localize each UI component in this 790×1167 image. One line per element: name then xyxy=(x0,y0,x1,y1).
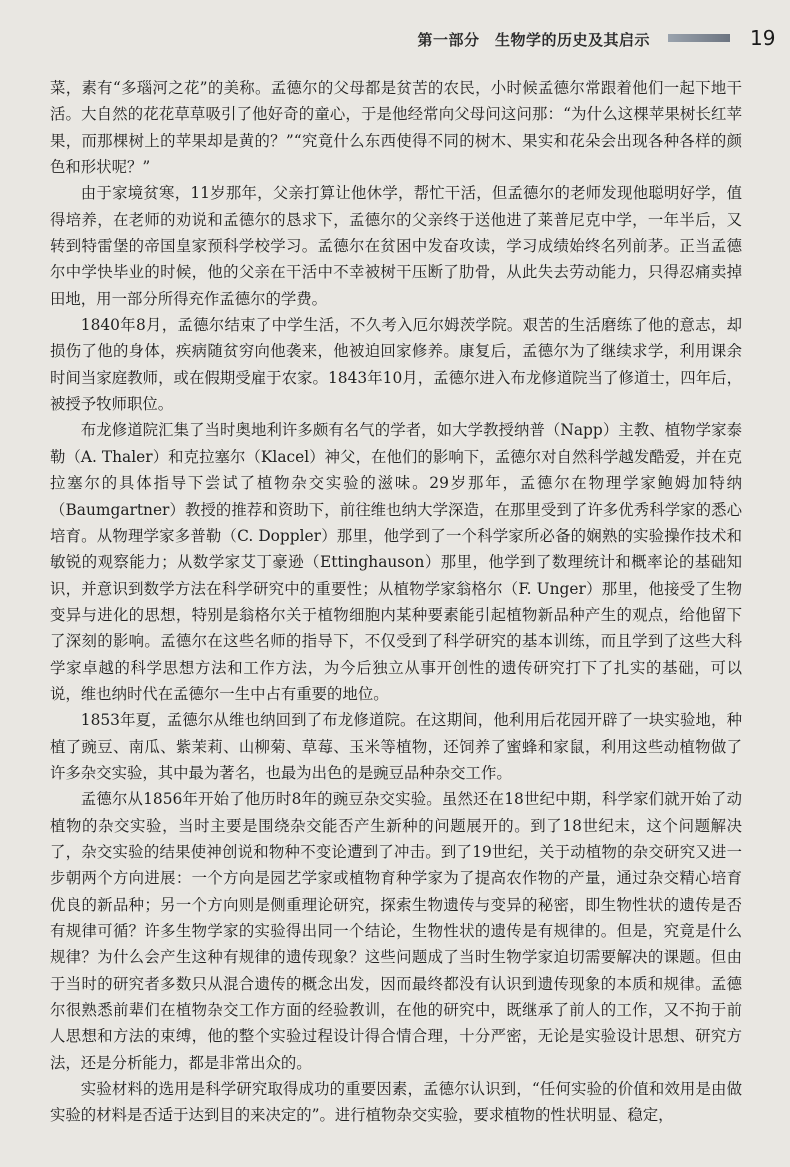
header-decorative-bar xyxy=(668,34,730,42)
section-title: 第一部分 生物学的历史及其启示 xyxy=(417,31,650,49)
body-text xyxy=(50,75,742,1129)
paragraph-4: 布龙修道院汇集了当时奥地利许多颇有名气的学者，如大学教授纳普（Napp）主教、植物学家泰勒（A. Thaler）和克拉塞尔（Klacel）神父，在他们的影响下，孟德尔对自然科学越发酷爱，并在克拉塞尔的具体指导下尝试了植物杂交实验的滋味。29岁那年，孟德尔在物理学家鲍姆加特纳（Baumgartner）教授的推荐和资助下，前往维也纳大学深造，在那里受到了许多优秀科学家的悉心培育。从物理学家多普勒（C. Doppler）那里，他学到了一个科学家所必备的娴熟的实验操作技术和敏锐的观察能力；从数学家艾丁豪逊（Ettinghauson）那里，他学到了数理统计和概率论的基础知识，并意识到数学方法在科学研究中的重要性；从植物学家翁格尔（F. Unger）那里，他接受了生物变异与进化的思想，特别是翁格尔关于植物细胞内某种要素能引起植物新品种产生的观点，给他留下了深刻的影响。孟德尔在这些名师的指导下，不仅受到了科学研究的基本训练，而且学到了这些大科学家卓越的科学思想方法和工作方法，为今后独立从事开创性的遗传研究打下了扎实的基础，可以说，维也纳时代在孟德尔一生中占有重要的地位。 xyxy=(50,421,742,703)
paragraph-6: 孟德尔从1856年开始了他历时8年的豌豆杂交实验。虽然还在18世纪中期，科学家们就开始了动植物的杂交实验，当时主要是围绕杂交能否产生新种的问题展开的。到了18世纪末，这个问题解决了，杂交实验的结果使神创说和物种不变论遭到了冲击。到了19世纪，关于动植物的杂交研究又进一步朝两个方向进展：一个方向是园艺学家或植物育种学家为了提高农作物的产量，通过杂交精心培育优良的新品种；另一个方向则是侧重理论研究，探索生物遗传与变异的秘密，即生物性状的遗传是否有规律可循？许多生物学家的实验得出同一个结论，生物性状的遗传是有规律的。但是，究竟是什么规律？为什么会产生这种有规律的遗传现象？这些问题成了当时生物学家迫切需要解决的课题。但由于当时的研究者多数只从混合遗传的概念出发，因而最终都没有认识到遗传现象的本质和规律。孟德尔很熟悉前辈们在植物杂交工作方面的经验教训，在他的研究中，既继承了前人的工作，又不拘于前人思想和方法的束缚，他的整个实验过程设计得合情合理，十分严密，无论是实验设计思想、研究方法，还是分析能力，都是非常出众的。 xyxy=(50,790,742,1072)
paragraph-2: 由于家境贫寒，11岁那年，父亲打算让他休学，帮忙干活，但孟德尔的老师发现他聪明好学，值得培养，在老师的劝说和孟德尔的恳求下，孟德尔的父亲终于送他进了莱普尼克中学，一年半后，又转到特雷堡的帝国皇家预科学校学习。孟德尔在贫困中发奋攻读，学习成绩始终名列前茅。正当孟德尔中学快毕业的时候，他的父亲在干活中不幸被树干压断了肋骨，从此失去劳动能力，只得忍痛卖掉田地，用一部分所得充作孟德尔的学费。 xyxy=(50,184,742,308)
paragraph-3: 1840年8月，孟德尔结束了中学生活，不久考入厄尔姆茨学院。艰苦的生活磨练了他的意志，却损伤了他的身体，疾病随贫穷向他袭来，他被迫回家修养。康复后，孟德尔为了继续求学，利用课余时间当家庭教师，或在假期受雇于农家。1843年10月，孟德尔进入布龙修道院当了修道士，四年后，被授予牧师职位。 xyxy=(50,316,742,414)
page-header xyxy=(0,22,790,56)
paragraph-1: 菜，素有“多瑙河之花”的美称。孟德尔的父母都是贫苦的农民，小时候孟德尔常跟着他们一起下地干活。大自然的花花草草吸引了他好奇的童心，于是他经常向父母问这问那：“为什么这棵苹果树长红苹果，而那棵树上的苹果却是黄的？”“究竟什么东西使得不同的树木、果实和花朵会出现各种各样的颜色和形状呢？” xyxy=(50,79,742,177)
paragraph-5: 1853年夏，孟德尔从维也纳回到了布龙修道院。在这期间，他利用后花园开辟了一块实验地，种植了豌豆、南瓜、紫茉莉、山柳菊、草莓、玉米等植物，还饲养了蜜蜂和家鼠，利用这些动植物做了许多杂交实验，其中最为著名，也最为出色的是豌豆品种杂交工作。 xyxy=(50,711,742,782)
page-number: 19 xyxy=(750,26,776,50)
paragraph-7: 实验材料的选用是科学研究取得成功的重要因素，孟德尔认识到，“任何实验的价值和效用是由做实验的材料是否适于达到目的来决定的”。进行植物杂交实验，要求植物的性状明显、稳定， xyxy=(50,1080,742,1125)
